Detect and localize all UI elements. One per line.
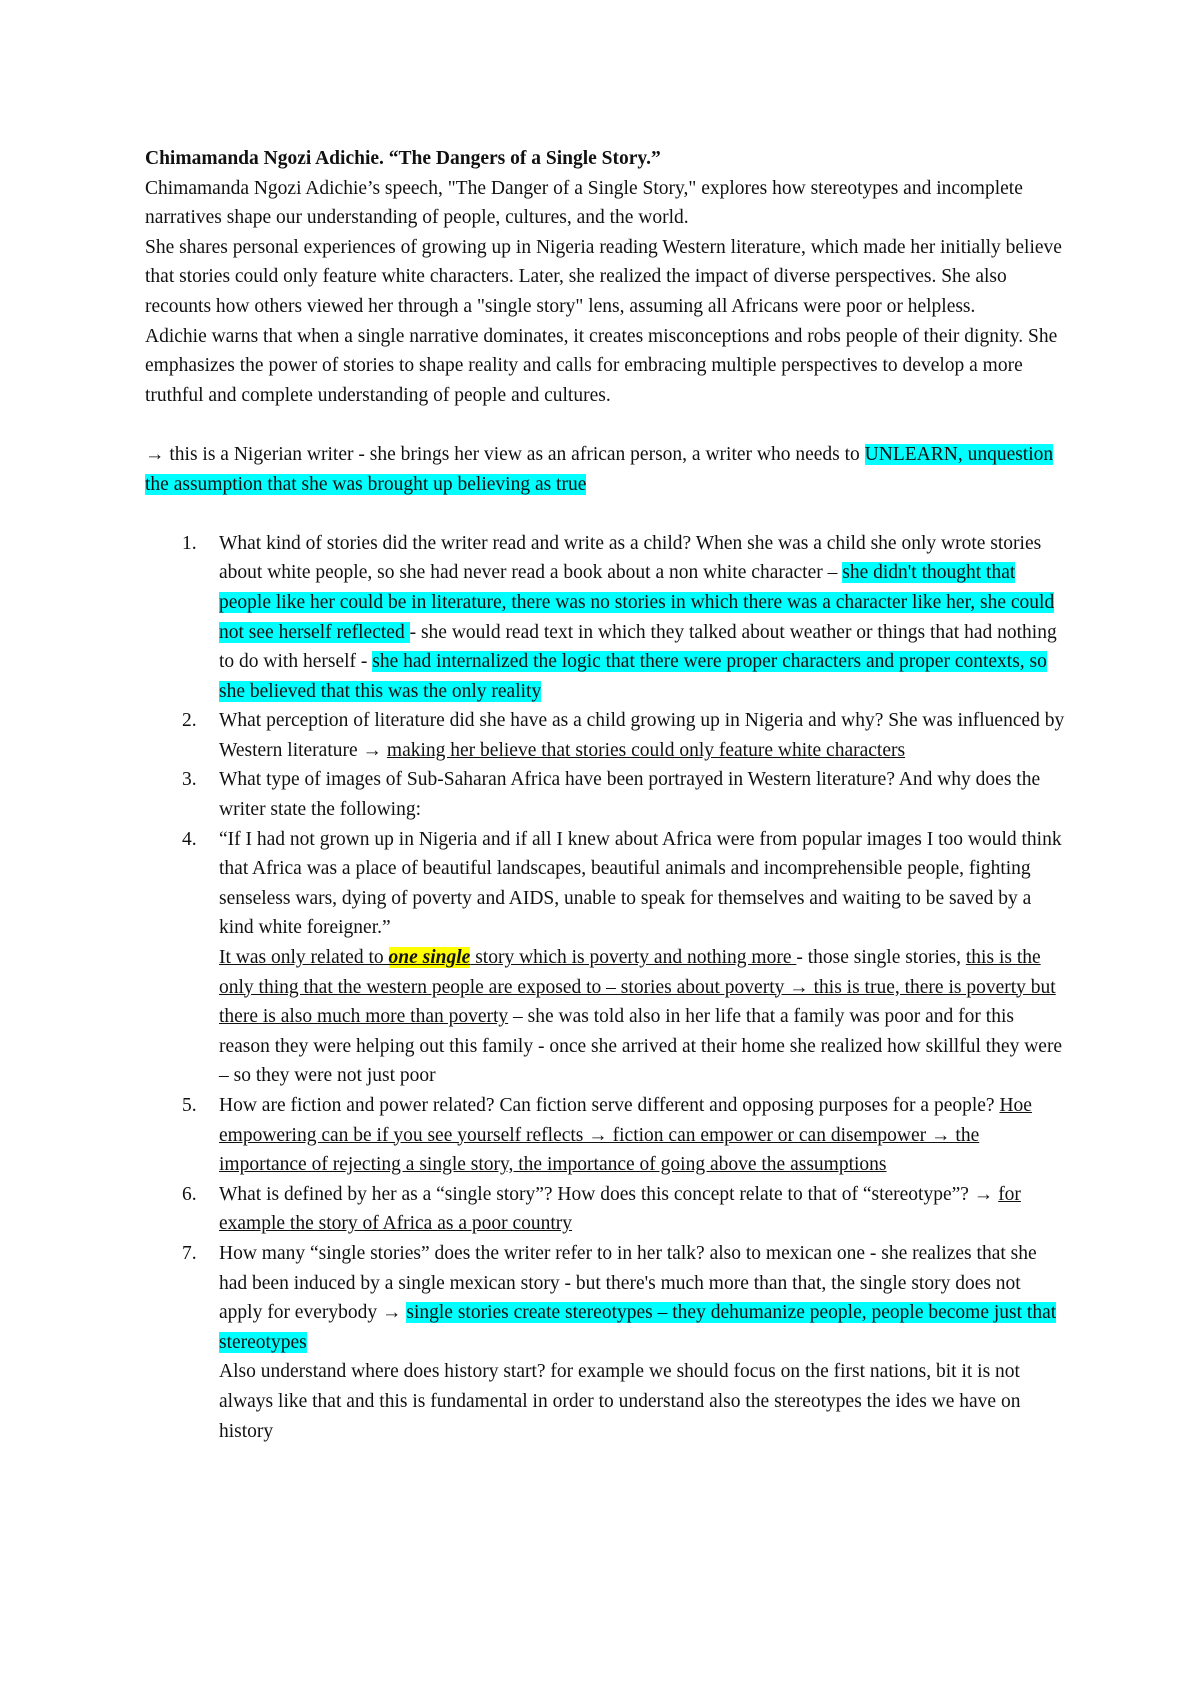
list-item bbox=[145, 1239, 1065, 1446]
list-item bbox=[145, 706, 1065, 765]
question-text: What type of images of Sub-Saharan Africa have been portrayed in Western literature? And why does the writer state the following: bbox=[219, 769, 1041, 821]
document-body bbox=[145, 144, 1065, 1446]
answer-text: – she was told also in her life that a family was poor and for this reason they were helping out this family - once she arrived at their home she realized how skillful they were – so they were not just poor bbox=[219, 1006, 1063, 1087]
question-text: What kind of stories did the writer read and write as a child? When she was a child she only wrote stories about white people, so she had never read a book about a non white character – bbox=[219, 532, 1042, 584]
questions-list bbox=[145, 529, 1065, 1446]
note-paragraph bbox=[145, 440, 1065, 499]
yellow-highlighted-text: one single bbox=[388, 947, 471, 969]
underlined-text: Hoe empowering can be if you see yourself reflects → fiction can empower or can disempower → the importance of rejecting a single story, the importance of going above the assumptions bbox=[219, 1095, 1032, 1176]
document-title: Chimamanda Ngozi Adichie. “The Dangers of a Single Story.” bbox=[145, 148, 661, 169]
list-item bbox=[145, 765, 1065, 824]
note-highlight: UNLEARN, unquestion the assumption that she was brought up believing as true bbox=[145, 443, 1054, 495]
intro-paragraph-1: Chimamanda Ngozi Adichie’s speech, "The Danger of a Single Story," explores how stereotypes and incomplete narratives shape our understanding of people, cultures, and the world. bbox=[145, 177, 1023, 229]
intro-paragraph-3: Adichie warns that when a single narrative dominates, it creates misconceptions and robs people of their dignity. She emphasizes the power of stories to shape reality and calls for embracing multiple perspectives to develop a more truthful and complete understanding of people and cultures. bbox=[145, 325, 1058, 406]
answer-text: - those single stories, bbox=[796, 947, 966, 969]
question-text: How are fiction and power related? Can fiction serve different and opposing purposes for a people? bbox=[219, 1095, 1000, 1116]
underlined-text: It was only related to bbox=[219, 947, 389, 969]
blank-line bbox=[145, 410, 1065, 440]
highlighted-text: single stories create stereotypes – they dehumanize people, people become just that stereotypes bbox=[219, 1302, 1057, 1353]
list-number: 5. bbox=[182, 1095, 197, 1116]
question-text: How many “single stories” does the writer refer to in her talk? also to mexican one - she realizes that she had been induced by a single mexican story - but there's much more than that, the single story does not apply for everybody → bbox=[219, 1242, 1037, 1324]
list-item bbox=[145, 529, 1065, 707]
list-number: 7. bbox=[182, 1242, 197, 1264]
list-item bbox=[145, 1180, 1065, 1239]
answer-text: Also understand where does history start? for example we should focus on the first nations, bit it is not always like that and this is fundamental in order to understand also the stereotypes the ides we have on history bbox=[219, 1361, 1021, 1442]
list-number: 2. bbox=[182, 710, 197, 732]
answer-text: - she would read text in which they talked about weather or things that had nothing to do with herself - bbox=[219, 621, 1057, 673]
list-number: 4. bbox=[182, 828, 197, 850]
blank-line bbox=[145, 499, 1065, 529]
intro-paragraph-2: She shares personal experiences of growing up in Nigeria reading Western literature, which made her initially believe that stories could only feature white characters. Later, she realized the impact of diverse perspectives. She also recounts how others viewed her through a "single story" lens, assuming all Africans were poor or helpless. bbox=[145, 236, 1062, 317]
list-item bbox=[145, 1091, 1065, 1180]
list-number: 3. bbox=[182, 769, 197, 791]
underlined-text: for example the story of Africa as a poor country bbox=[219, 1183, 1021, 1235]
list-number: 1. bbox=[182, 532, 197, 554]
highlighted-text: she had internalized the logic that there were proper characters and proper contexts, so she believed that this was the only reality bbox=[219, 651, 1047, 702]
note-text: → this is a Nigerian writer - she brings her view as an african person, a writer who needs to bbox=[145, 443, 865, 465]
underlined-text: making her believe that stories could only feature white characters bbox=[386, 739, 906, 761]
highlighted-text: she didn't thought that people like her could be in literature, there was no stories in which there was a character like her, she could not see herself reflected bbox=[219, 562, 1055, 643]
question-text: What is defined by her as a “single story”? How does this concept relate to that of “stereotype”? → bbox=[219, 1183, 999, 1205]
list-number: 6. bbox=[182, 1183, 197, 1205]
question-text: What perception of literature did she have as a child growing up in Nigeria and why? She was influenced by Western literature → bbox=[219, 710, 1065, 761]
quote-text: “If I had not grown up in Nigeria and if all I knew about Africa were from popular images I too would think that Africa was a place of beautiful landscapes, beautiful animals and incomprehensible people, fighting senseless wars, dying of poverty and AIDS, unable to speak for themselves and waiting to be saved by a kind white foreigner.” bbox=[219, 828, 1062, 939]
underlined-text: this is the only thing that the western people are exposed to – stories about poverty → this is true, there is poverty but there is also much more than poverty bbox=[219, 947, 1056, 1028]
list-item bbox=[145, 825, 1065, 1091]
underlined-text: story which is poverty and nothing more bbox=[470, 947, 797, 969]
